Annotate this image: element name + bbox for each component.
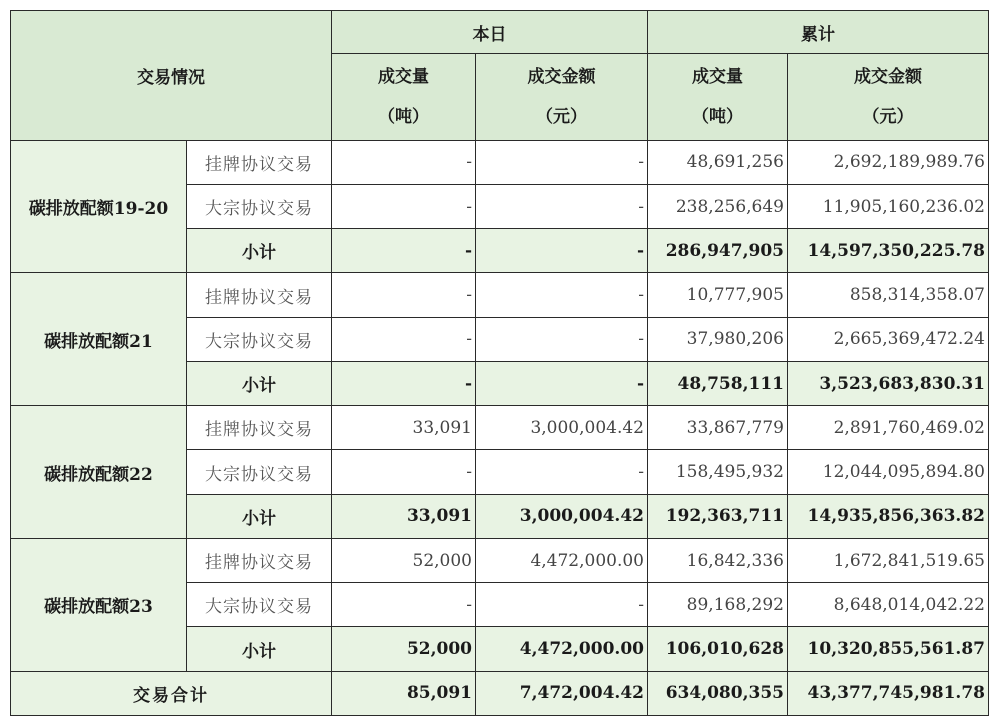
today-volume-cell: -	[332, 450, 476, 494]
trading-summary-table	[10, 10, 989, 716]
total-today-amount-cell: 7,472,004.42	[476, 671, 648, 715]
today-volume-cell: -	[332, 317, 476, 361]
cumulative-amount-cell: 11,905,160,236.02	[788, 184, 989, 228]
header-cumulative: 累计	[648, 11, 989, 54]
table-row	[11, 406, 989, 450]
category-cell: 碳排放配额21	[11, 273, 187, 406]
header-today-amount	[476, 54, 648, 140]
total-today-volume-cell: 85,091	[332, 671, 476, 715]
amount-label: 成交金额	[854, 66, 922, 87]
table-row	[11, 538, 989, 582]
today-amount-cell: -	[476, 583, 648, 627]
table-row	[11, 273, 989, 317]
today-amount-cell: 3,000,004.42	[476, 494, 648, 538]
trade-type-cell: 挂牌协议交易	[187, 406, 332, 450]
today-amount-cell: -	[476, 317, 648, 361]
subtotal-label: 小计	[187, 627, 332, 671]
today-volume-cell: 33,091	[332, 406, 476, 450]
category-cell: 碳排放配额22	[11, 406, 187, 539]
header-today-volume	[332, 54, 476, 140]
trade-type-cell: 大宗协议交易	[187, 317, 332, 361]
total-cumulative-amount-cell: 43,377,745,981.78	[788, 671, 989, 715]
header-cumulative-volume	[648, 54, 788, 140]
cumulative-amount-cell: 2,665,369,472.24	[788, 317, 989, 361]
today-volume-cell: -	[332, 140, 476, 184]
header-today: 本日	[332, 11, 648, 54]
cumulative-amount-cell: 8,648,014,042.22	[788, 583, 989, 627]
cumulative-amount-cell: 10,320,855,561.87	[788, 627, 989, 671]
today-volume-cell: -	[332, 273, 476, 317]
amount-unit: （元）	[862, 106, 914, 127]
subtotal-label: 小计	[187, 361, 332, 405]
category-cell: 碳排放配额19-20	[11, 140, 187, 273]
today-volume-cell: 52,000	[332, 538, 476, 582]
cumulative-amount-cell: 2,692,189,989.76	[788, 140, 989, 184]
cumulative-volume-cell: 106,010,628	[648, 627, 788, 671]
today-volume-cell: -	[332, 229, 476, 273]
total-label: 交易合计	[11, 671, 332, 715]
cumulative-volume-cell: 89,168,292	[648, 583, 788, 627]
trade-type-cell: 挂牌协议交易	[187, 273, 332, 317]
volume-unit: （吨）	[692, 106, 743, 127]
today-amount-cell: -	[476, 184, 648, 228]
cumulative-amount-cell: 14,935,856,363.82	[788, 494, 989, 538]
cumulative-volume-cell: 33,867,779	[648, 406, 788, 450]
subtotal-label: 小计	[187, 494, 332, 538]
today-amount-cell: 4,472,000.00	[476, 627, 648, 671]
cumulative-volume-cell: 48,758,111	[648, 361, 788, 405]
trade-type-cell: 挂牌协议交易	[187, 538, 332, 582]
trade-type-cell: 大宗协议交易	[187, 184, 332, 228]
cumulative-amount-cell: 12,044,095,894.80	[788, 450, 989, 494]
today-volume-cell: -	[332, 583, 476, 627]
trade-type-cell: 大宗协议交易	[187, 583, 332, 627]
trade-type-cell: 大宗协议交易	[187, 450, 332, 494]
subtotal-label: 小计	[187, 229, 332, 273]
today-volume-cell: -	[332, 361, 476, 405]
cumulative-amount-cell: 3,523,683,830.31	[788, 361, 989, 405]
cumulative-volume-cell: 48,691,256	[648, 140, 788, 184]
today-volume-cell: 52,000	[332, 627, 476, 671]
cumulative-volume-cell: 238,256,649	[648, 184, 788, 228]
cumulative-volume-cell: 158,495,932	[648, 450, 788, 494]
today-amount-cell: -	[476, 361, 648, 405]
cumulative-amount-cell: 14,597,350,225.78	[788, 229, 989, 273]
today-volume-cell: 33,091	[332, 494, 476, 538]
cumulative-amount-cell: 1,672,841,519.65	[788, 538, 989, 582]
cumulative-volume-cell: 192,363,711	[648, 494, 788, 538]
cumulative-volume-cell: 286,947,905	[648, 229, 788, 273]
today-amount-cell: -	[476, 450, 648, 494]
today-amount-cell: -	[476, 229, 648, 273]
volume-label: 成交量	[692, 66, 743, 87]
category-cell: 碳排放配额23	[11, 538, 187, 671]
today-volume-cell: -	[332, 184, 476, 228]
trade-type-cell: 挂牌协议交易	[187, 140, 332, 184]
volume-unit: （吨）	[378, 106, 429, 127]
today-amount-cell: 3,000,004.42	[476, 406, 648, 450]
today-amount-cell: -	[476, 273, 648, 317]
header-cumulative-amount	[788, 54, 989, 140]
today-amount-cell: -	[476, 140, 648, 184]
today-amount-cell: 4,472,000.00	[476, 538, 648, 582]
cumulative-volume-cell: 16,842,336	[648, 538, 788, 582]
header-trading-status: 交易情况	[11, 11, 332, 141]
amount-label: 成交金额	[527, 66, 596, 87]
cumulative-volume-cell: 10,777,905	[648, 273, 788, 317]
cumulative-amount-cell: 2,891,760,469.02	[788, 406, 989, 450]
volume-label: 成交量	[378, 66, 429, 87]
total-row	[11, 671, 989, 715]
total-cumulative-volume-cell: 634,080,355	[648, 671, 788, 715]
cumulative-volume-cell: 37,980,206	[648, 317, 788, 361]
cumulative-amount-cell: 858,314,358.07	[788, 273, 989, 317]
table-row	[11, 140, 989, 184]
amount-unit: （元）	[536, 106, 587, 127]
